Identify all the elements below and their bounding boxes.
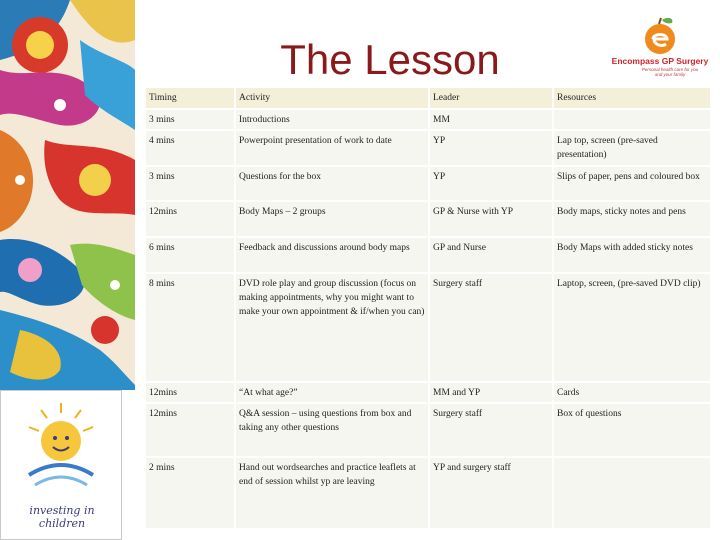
cell-leader: YP xyxy=(429,130,553,166)
cell-resources: Cards xyxy=(553,382,711,403)
cell-activity: Body Maps – 2 groups xyxy=(235,201,429,237)
table-row xyxy=(145,109,711,130)
table-row xyxy=(145,201,711,237)
cell-leader: MM and YP xyxy=(429,382,553,403)
cell-resources xyxy=(553,109,711,130)
encompass-gp-surgery-logo xyxy=(610,14,710,80)
table-header-row xyxy=(145,87,711,109)
cell-activity: “At what age?” xyxy=(235,382,429,403)
lesson-plan-table xyxy=(144,86,712,530)
cell-activity: Introductions xyxy=(235,109,429,130)
header-leader: Leader xyxy=(429,87,553,109)
cell-timing: 6 mins xyxy=(145,237,235,273)
childrens-artwork-image xyxy=(0,0,135,390)
cell-leader: GP & Nurse with YP xyxy=(429,201,553,237)
investing-in-children-text: investing in children xyxy=(29,504,95,530)
cell-resources: Box of questions xyxy=(553,403,711,457)
cell-timing: 12mins xyxy=(145,403,235,457)
header-activity: Activity xyxy=(235,87,429,109)
header-resources: Resources xyxy=(553,87,711,109)
cell-resources: Body Maps with added sticky notes xyxy=(553,237,711,273)
page-title: The Lesson xyxy=(280,36,500,83)
header-timing: Timing xyxy=(145,87,235,109)
cell-timing: 2 mins xyxy=(145,457,235,529)
cell-activity: Questions for the box xyxy=(235,166,429,201)
table-row xyxy=(145,403,711,457)
cell-resources: Laptop, screen, (pre-saved DVD clip) xyxy=(553,273,711,382)
cell-leader: MM xyxy=(429,109,553,130)
cell-leader: Surgery staff xyxy=(429,273,553,382)
logo-name: Encompass GP Surgery xyxy=(611,56,709,66)
table-row xyxy=(145,382,711,403)
cell-resources xyxy=(553,457,711,529)
table-row xyxy=(145,457,711,529)
cell-leader: YP and surgery staff xyxy=(429,457,553,529)
sun-child-icon xyxy=(1,391,121,501)
logo-tagline: Personal health care for you and your family xyxy=(641,67,699,77)
table-row xyxy=(145,166,711,201)
cell-timing: 3 mins xyxy=(145,166,235,201)
cell-activity: Hand out wordsearches and practice leaflets at end of session whilst yp are leaving xyxy=(235,457,429,529)
cell-timing: 8 mins xyxy=(145,273,235,382)
cell-timing: 12mins xyxy=(145,382,235,403)
cell-resources: Lap top, screen (pre-saved presentation) xyxy=(553,130,711,166)
cell-timing: 4 mins xyxy=(145,130,235,166)
table-row xyxy=(145,130,711,166)
cell-activity: Feedback and discussions around body maps xyxy=(235,237,429,273)
cell-resources: Body maps, sticky notes and pens xyxy=(553,201,711,237)
table-row xyxy=(145,273,711,382)
cell-leader: Surgery staff xyxy=(429,403,553,457)
cell-timing: 12mins xyxy=(145,201,235,237)
table-row xyxy=(145,237,711,273)
cell-activity: Q&A session – using questions from box and taking any other questions xyxy=(235,403,429,457)
cell-leader: YP xyxy=(429,166,553,201)
cell-resources: Slips of paper, pens and coloured box xyxy=(553,166,711,201)
investing-in-children-logo xyxy=(0,390,122,540)
cell-timing: 3 mins xyxy=(145,109,235,130)
cell-activity: DVD role play and group discussion (focus on making appointments, why you might want to make your own appointment & if/when you can) xyxy=(235,273,429,382)
cell-leader: GP and Nurse xyxy=(429,237,553,273)
apple-icon xyxy=(610,14,710,56)
cell-activity: Powerpoint presentation of work to date xyxy=(235,130,429,166)
